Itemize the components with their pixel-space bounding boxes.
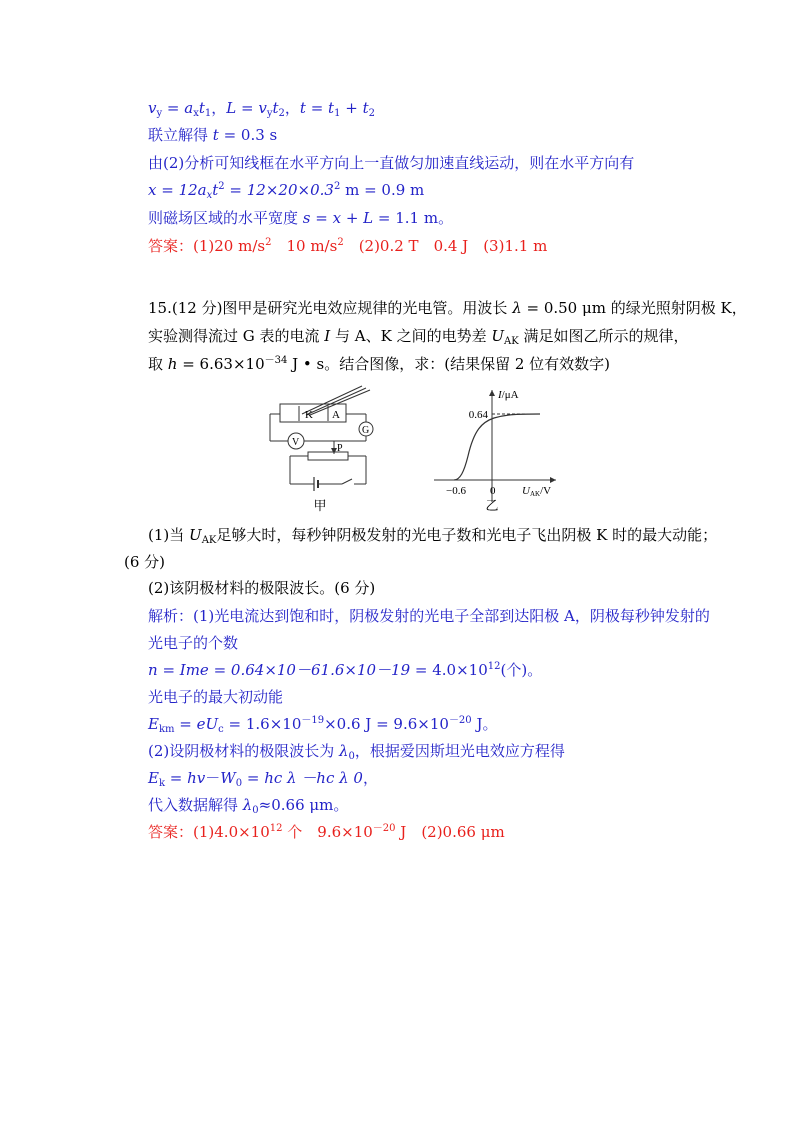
- circuit-diagram: [262, 384, 382, 516]
- label-V: V: [292, 437, 300, 448]
- label-G: G: [362, 425, 370, 436]
- y-axis-label: I/μA: [498, 389, 519, 401]
- solution-15-ekm-equation: $E_{km} = eU_c = 1.6\times 10^{-19}\times 0.6$ $J = 9.6\times 10^{-20}$ J。: [148, 715, 498, 735]
- figure-iv-curve: [428, 384, 568, 516]
- solution-15-line-6: (2)设阴极材料的极限波长为 $\lambda_0$，根据爱因斯坦光电效应方程得: [148, 742, 565, 762]
- solution-15-line-8: 代入数据解得 $\lambda_0\approx 0.66$ μm。: [148, 796, 349, 816]
- caption-jia: 甲: [313, 498, 327, 513]
- answer-line-15: 答案：$(1)4.0\times 10^{12}$ 个 $9.6\times 10^{-20}$ J (2)0.66 μm: [148, 823, 505, 841]
- solution-15-line-2: 光电子的个数: [148, 634, 239, 652]
- x-axis-label: UAK/V: [522, 485, 552, 498]
- equation-line-velocity: $v_y = a_xt_1$，$L = v_yt_2$，$t = t_1 + t_2$: [148, 99, 375, 119]
- x-tick-stop-voltage: −0.6: [446, 485, 466, 497]
- solve-line: 联立解得 t = 0.3 s: [148, 126, 278, 144]
- solution-15-line-4: 光电子的最大初动能: [148, 688, 284, 706]
- label-P: P: [337, 443, 343, 454]
- question-15-line-1: 15.(12 分)图甲是研究光电效应规律的光电管。用波长 λ = 0.50 μm 的绿光照射阴极 K，: [148, 299, 747, 317]
- answer-line-top: 答案：(1)20 $m/s^2$ 10 $m/s^2$ (2)0.2 T 0.4 J (3)1.1 m: [148, 237, 548, 255]
- photocurrent-curve: [454, 414, 540, 480]
- analysis-line: 由(2)分析可知线框在水平方向上一直做匀加速直线运动，则在水平方向有: [148, 154, 635, 172]
- question-15-line-2: 实验测得流过 G 表的电流 I 与 A、K 之间的电势差 $U_{AK}$ 满足如图乙所示的规律，: [148, 327, 689, 347]
- y-tick-saturation: 0.64: [468, 409, 488, 421]
- solution-15-n-equation: n = Ime = $0.64\times 10-61.6\times 10-19 = 4.0\times 10^{12}$(个)。: [148, 661, 543, 679]
- question-15-line-3: 取 $h = 6.63\times 10^{-34}$ J • s。结合图像，求：(结果保留 2 位有效数字): [148, 355, 611, 373]
- x-equation-line: $x = 12a_xt^2 = 12\times 20\times 0.3^2$ m = 0.9 m: [148, 181, 425, 201]
- solution-15-line-1: 解析：(1)光电流达到饱和时，阴极发射的光电子全部到达阳极 A，阴极每秒钟发射的: [148, 607, 710, 625]
- figure-circuit: [262, 384, 382, 516]
- solution-15-einstein-equation: $E_k = hv-W_0$ = hc λ －hc λ 0，: [148, 769, 378, 789]
- iv-curve-plot: [428, 384, 568, 516]
- label-A: A: [332, 409, 340, 421]
- width-line: 则磁场区域的水平宽度 s = x + L = 1.1 m。: [148, 209, 454, 227]
- label-K: K: [305, 409, 313, 421]
- sub-question-2: (2)该阴极材料的极限波长。(6 分): [148, 579, 376, 597]
- origin-label: 0: [490, 485, 496, 497]
- sub-question-1: (1)当 $U_{AK}$足够大时，每秒钟阴极发射的光电子数和光电子飞出阴极 K 时的最大动能；: [148, 526, 718, 546]
- light-ray: [310, 390, 370, 415]
- caption-yi: 乙: [485, 498, 499, 513]
- sub-question-1-score: (6 分): [124, 553, 166, 571]
